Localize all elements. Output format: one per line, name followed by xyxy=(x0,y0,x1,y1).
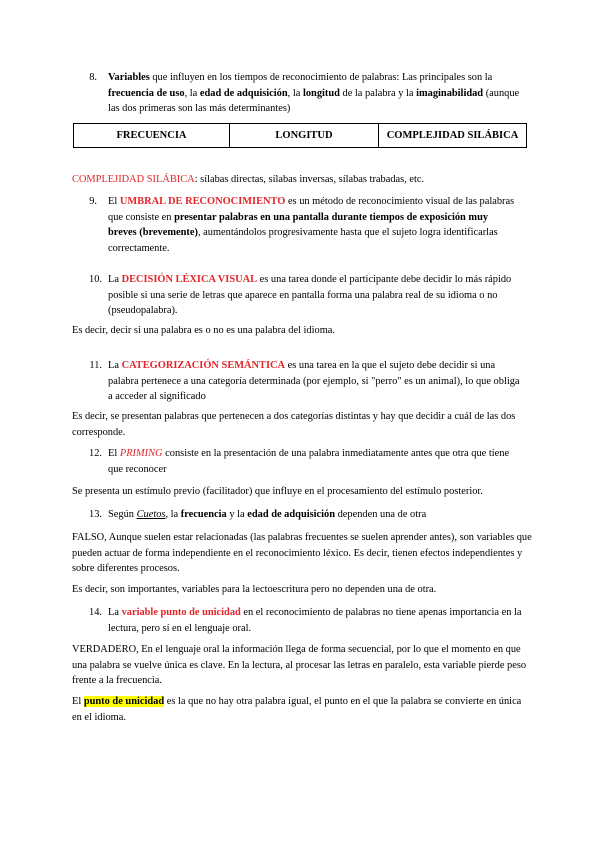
text-run: La xyxy=(108,274,122,285)
item-11-number: 11. xyxy=(89,360,102,371)
item-8-number: 8. xyxy=(89,72,97,83)
item-14-text xyxy=(108,605,528,636)
table-cell-complejidad: COMPLEJIDAD SILÁBICA xyxy=(379,124,527,148)
term-variables: Variables xyxy=(108,72,150,83)
highlight-punto-unicidad: punto de unicidad xyxy=(83,696,165,707)
text-run: : sílabas directas, sílabas inversas, sílabas trabadas, etc. xyxy=(194,174,425,185)
variables-table xyxy=(73,123,527,148)
text-run: , la xyxy=(287,87,303,99)
term-frecuencia: frecuencia xyxy=(180,509,227,520)
complejidad-note xyxy=(72,172,532,188)
term-priming: PRIMING xyxy=(119,448,163,459)
item-12-text xyxy=(108,446,523,477)
term-umbral: UMBRAL DE RECONOCIMIENTO xyxy=(119,196,286,207)
note-14a: VERDADERO, En el lenguaje oral la información llega de forma secuencial, por lo que el momento en que una palabra se vuelve única es clave. En la lectura, al procesar las letras en paralelo, esta variable pierde peso frente a la frecuencia. xyxy=(72,644,527,686)
term-punto-unicidad: variable punto de unicidad xyxy=(121,607,241,618)
note-13b: Es decir, son importantes, variables para la lectoescritura pero no dependen una de otra. xyxy=(72,584,437,595)
complejidad-label: COMPLEJIDAD SILÁBICA xyxy=(72,174,195,185)
item-9-text xyxy=(108,194,518,256)
text-run: La xyxy=(108,360,122,371)
text-run: El xyxy=(72,696,84,707)
text-run: que influyen en los tiempos de reconocimiento de palabras: Las principales son la xyxy=(149,72,493,83)
text-run: , aumentándolos progresivamente hasta que el sujeto logra identificarlas correctamente. xyxy=(108,227,498,254)
table-row xyxy=(74,124,527,148)
note-12: Se presenta un estímulo previo (facilitador) que influye en el procesamiento del estímulo posterior. xyxy=(72,486,483,497)
item-10-text xyxy=(108,272,518,319)
text-run: es una tarea en la que el sujeto debe decidir si una palabra pertenece a una categoría determinada (por ejemplo, si "perro" es un animal), lo que obliga a acceder al significado xyxy=(108,360,520,402)
text-run: El xyxy=(108,196,120,207)
item-13-text xyxy=(108,507,523,523)
item-12-number: 12. xyxy=(89,448,102,459)
term-edad-adquisicion: edad de adquisición xyxy=(247,509,336,520)
item-13-number: 13. xyxy=(89,509,102,520)
text-run: La xyxy=(108,607,122,618)
text-run: de la palabra y la xyxy=(339,87,417,99)
text-run: dependen una de otra xyxy=(335,509,427,520)
text-run: y la xyxy=(226,509,248,520)
text-run: en el reconocimiento de palabras no tiene apenas importancia en la lectura, pero sí en el lenguaje oral. xyxy=(108,607,522,634)
text-run: , la xyxy=(184,87,200,99)
text-run: es un método de reconocimiento visual de las palabras que consiste en xyxy=(108,196,515,223)
note-13a: FALSO, Aunque suelen estar relacionadas (las palabras frecuentes se suelen aprender antes), son variables que pueden actuar de forma independiente en el reconocimiento léxico. Es decir, tienen efectos independientes y sobre diferentes procesos. xyxy=(72,532,532,574)
text-run: consiste en la presentación de una palabra inmediatamente antes que otra que tiene que reconocer xyxy=(108,448,510,475)
note-14b xyxy=(72,694,532,725)
item-11-text xyxy=(108,358,523,405)
text-run: es una tarea donde el participante debe decidir lo más rápido posible si una serie de letras que aparece en pantalla forma una palabra real de su idioma o no (pseudopalabra). xyxy=(108,274,512,316)
term-longitud: longitud xyxy=(302,87,340,99)
table-cell-frecuencia: FRECUENCIA xyxy=(74,124,230,148)
item-10-number: 10. xyxy=(89,274,102,285)
term-imaginabilidad: imaginabilidad xyxy=(416,87,484,99)
item-9-number: 9. xyxy=(89,196,97,207)
term-presentar-palabras: presentar palabras en una pantalla durante tiempos de exposición muy breves (brevemente) xyxy=(108,211,489,238)
text-run: Según xyxy=(108,509,137,520)
term-categorizacion: CATEGORIZACIÓN SEMÁNTICA xyxy=(121,360,286,371)
term-edad-de-adquisicion: edad de adquisición xyxy=(199,87,288,99)
item-8-text xyxy=(108,70,528,117)
author-cuetos: Cuetos xyxy=(136,509,166,520)
table-cell-longitud: LONGITUD xyxy=(230,124,379,148)
item-14-number: 14. xyxy=(89,607,102,618)
note-10: Es decir, decir si una palabra es o no es una palabra del idioma. xyxy=(72,325,336,336)
term-frecuencia-de-uso: frecuencia de uso xyxy=(108,87,185,99)
text-run: El xyxy=(108,448,120,459)
text-run: , la xyxy=(165,509,181,520)
text-run: es la que no hay otra palabra igual, el punto en el que la palabra se convierte en única en el idioma. xyxy=(72,696,522,723)
note-11: Es decir, se presentan palabras que pertenecen a dos categorías distintas y hay que decidir a cuál de las dos corresponde. xyxy=(72,411,516,438)
term-decision-lexica: DECISIÓN LÉXICA VISUAL xyxy=(121,274,258,285)
text-run: (aunque las dos primeras son las más determinantes) xyxy=(108,87,520,114)
